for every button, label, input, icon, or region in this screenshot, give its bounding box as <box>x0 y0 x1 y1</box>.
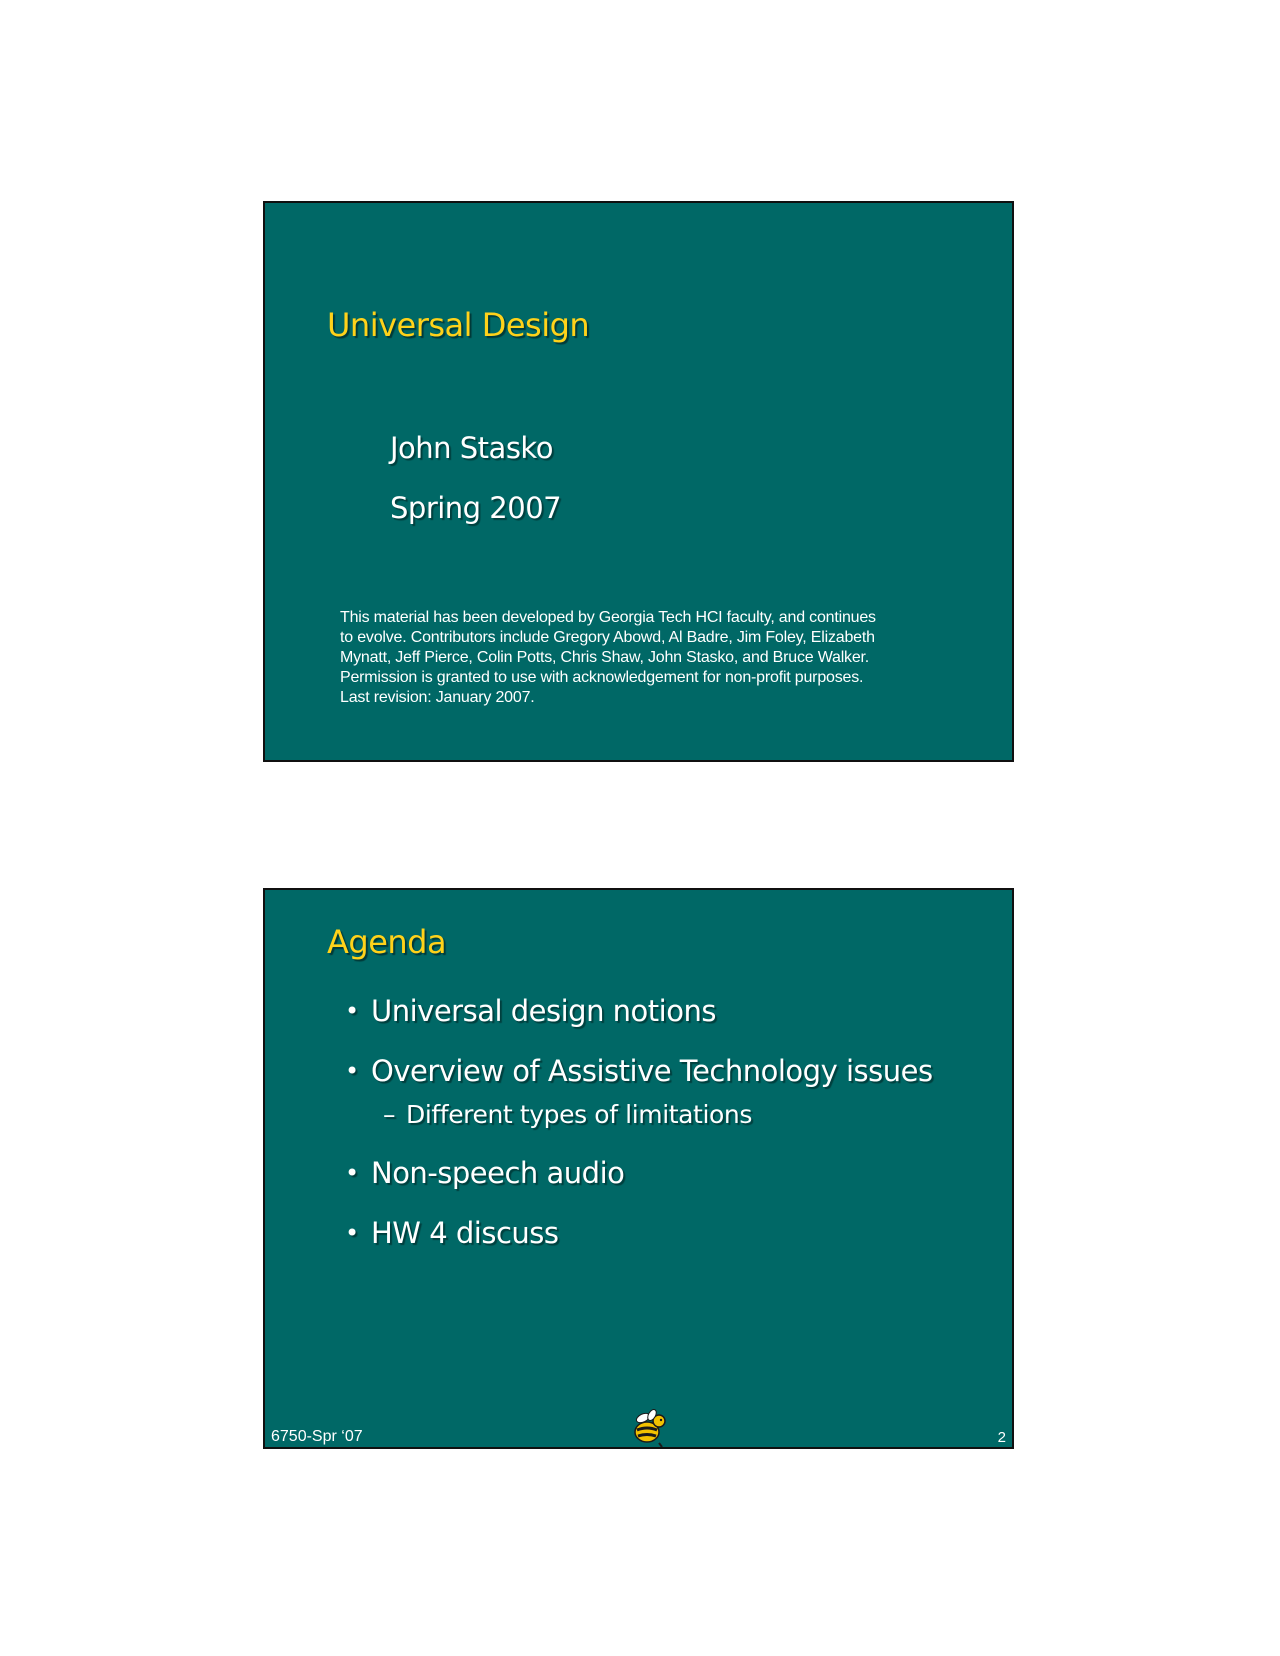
agenda-item-label: Overview of Assistive Technology issues <box>371 1054 933 1088</box>
agenda-item-label: HW 4 discuss <box>371 1216 559 1250</box>
bullet-icon: • <box>345 1057 359 1085</box>
bullet-icon: • <box>345 1159 359 1187</box>
credits-note <box>340 608 940 708</box>
agenda-list <box>345 992 933 1252</box>
page-number: 2 <box>997 1429 1006 1446</box>
credits-line: Mynatt, Jeff Pierce, Colin Potts, Chris Shaw, John Stasko, and Bruce Walker. <box>340 649 870 666</box>
credits-line: Permission is granted to use with acknowledgement for non-profit purposes. <box>340 669 864 686</box>
agenda-item <box>345 992 933 1030</box>
yellow-jacket-mascot-icon <box>629 1408 669 1448</box>
agenda-sub-item <box>345 1098 933 1132</box>
bullet-icon: • <box>345 1219 359 1247</box>
credits-line: to evolve. Contributors include Gregory Abowd, Al Badre, Jim Foley, Elizabeth <box>340 629 875 646</box>
credits-line: Last revision: January 2007. <box>340 689 535 706</box>
slide-title: Agenda <box>327 923 447 961</box>
course-footer: 6750-Spr ‘07 <box>271 1428 363 1445</box>
agenda-item-label: Universal design notions <box>371 994 716 1028</box>
agenda-slide <box>263 888 1014 1449</box>
agenda-item-label: Non-speech audio <box>371 1156 625 1190</box>
course-term: Spring 2007 <box>390 491 562 525</box>
agenda-item <box>345 1052 933 1090</box>
dash-icon: – <box>383 1100 396 1129</box>
agenda-sub-item-label: Different types of limitations <box>406 1100 752 1129</box>
credits-line: This material has been developed by Georgia Tech HCI faculty, and continues <box>340 609 876 626</box>
slide-title: Universal Design <box>327 306 590 344</box>
bullet-icon: • <box>345 997 359 1025</box>
agenda-item <box>345 1154 933 1192</box>
title-slide <box>263 201 1014 762</box>
author-name: John Stasko <box>390 431 553 465</box>
agenda-item <box>345 1214 933 1252</box>
